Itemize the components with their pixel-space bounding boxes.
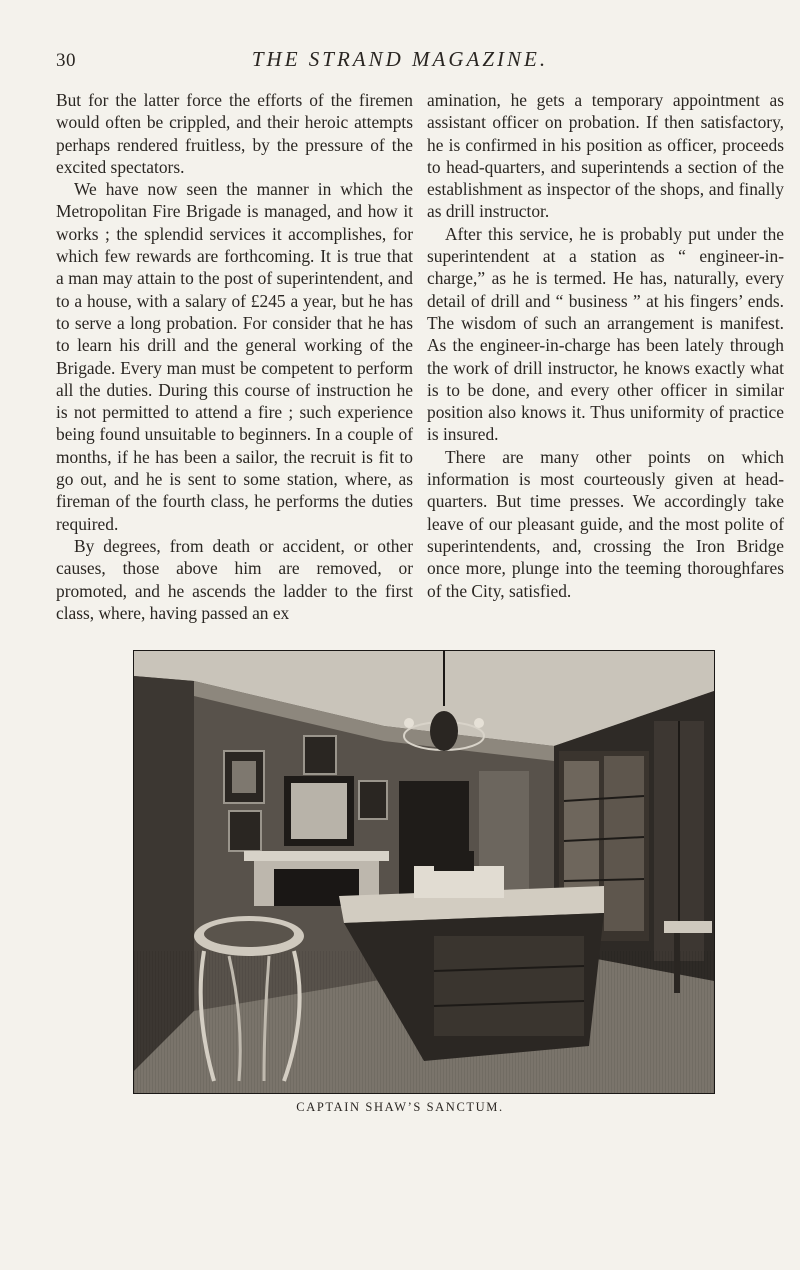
running-head: THE STRAND MAGAZINE. <box>251 47 549 71</box>
sanctum-illustration <box>133 650 715 1094</box>
paragraph: We have now seen the manner in which the Metropolitan Fire Brigade is managed, and how it works ; the splendid services it accomplishes, for which few rewards are forthcoming. It is true that a man may attain to the post of superintendent, and to a house, with a salary of £245 a year, but he has to serve a long probation. For consider that he has to learn his drill and the general working of the Brigade. Every man must be competent to perform all the duties. During this course of instruction he is not permitted to attend a fire ; such experience being found unsuitable to beginners. In a couple of months, if he has been a sailor, the recruit is fit to go out, and he is sent to some station, where, as fireman of the fourth class, he performs the duties required. <box>56 179 413 534</box>
paragraph: There are many other points on which information is most courteously given at head-quarters. But time presses. We accordingly take leave of our pleasant guide, and the most polite of superintendents, and, crossing the Iron Bridge once more, plunge into the teeming thoroughfares of the City, satisfied. <box>427 446 784 601</box>
paragraph: After this service, he is probably put under the superintendent at a station as “ engineer-in-charge,” as he is termed. He has, naturally, every detail of drill and “ business ” at his fingers’ ends. The wisdom of such an arrangement is manifest. As the engineer-in-charge has been lately through the work of drill instructor, he knows exactly what is to be done, and every other officer in similar position also knows it. Thus uniformity of practice is insured. <box>427 223 784 445</box>
paragraph: By degrees, from death or accident, or other causes, those above him are removed, or promoted, and he ascends the ladder to the first class, where, having passed an ex <box>56 535 413 623</box>
page-number: 30 <box>56 50 76 71</box>
paragraph: amination, he gets a temporary appointment as assistant officer on probation. If then satisfactory, he is confirmed in his position as officer, proceeds to head-quarters, and superintends a section of the establishment as inspector of the shops, and finally as drill instructor. <box>427 90 784 222</box>
paragraph: But for the latter force the efforts of the firemen would often be crippled, and their heroic attempts perhaps rendered fruitless, by the pressure of the excited spectators. <box>56 90 413 177</box>
right-column <box>427 89 784 602</box>
left-column <box>56 89 413 624</box>
illustration-caption: CAPTAIN SHAW’S SANCTUM. <box>296 1100 504 1114</box>
